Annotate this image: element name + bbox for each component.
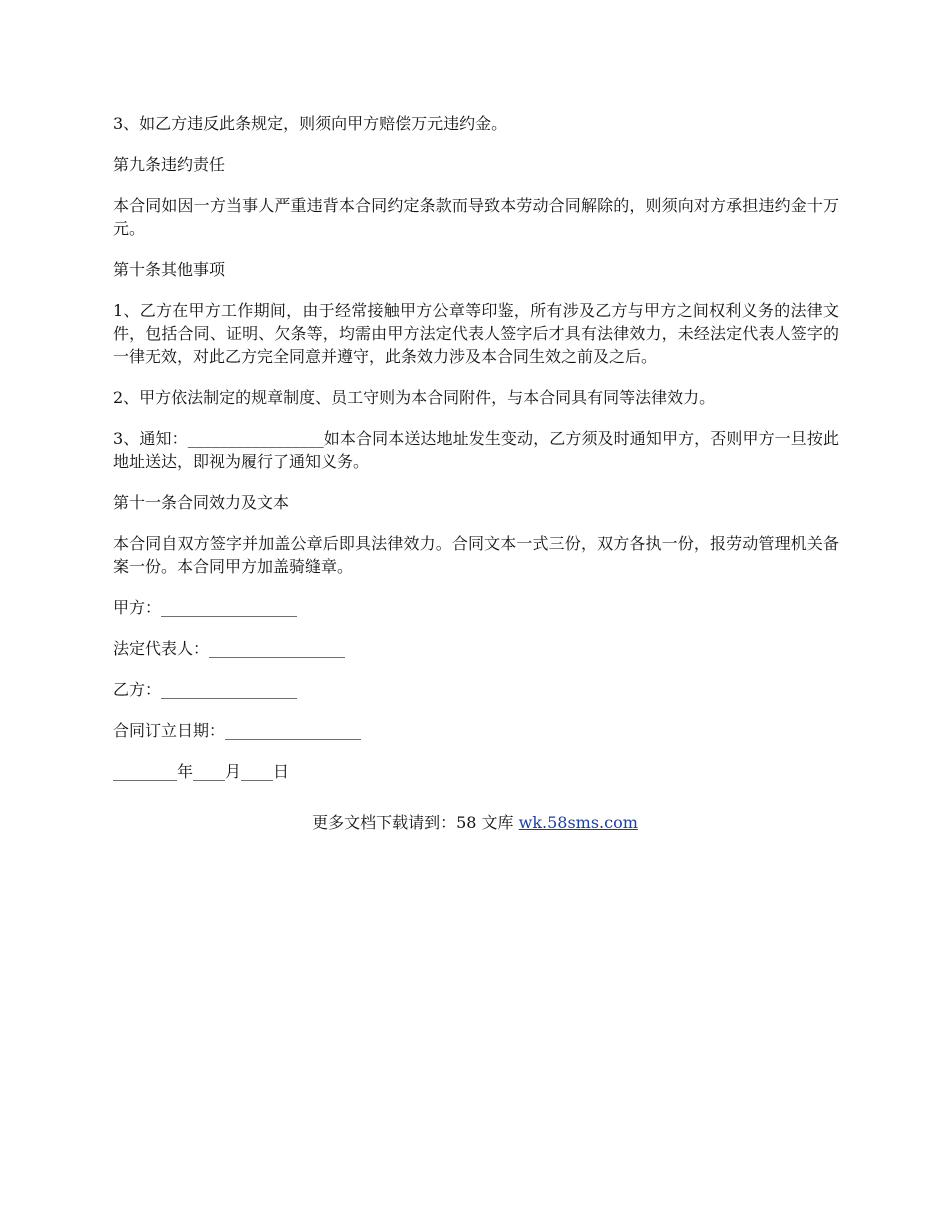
article-11-heading: 第十一条合同效力及文本 — [113, 493, 290, 512]
party-b-signature-line: 乙方：_________________ — [113, 680, 298, 699]
article-9-heading: 第九条违约责任 — [113, 155, 226, 174]
article-10-item-3: 3、通知：_________________如本合同本送达地址发生变动，乙方须及时通知甲方，否则甲方一旦按此地址送达，即视为履行了通知义务。 — [113, 429, 839, 471]
article-10-heading: 第十条其他事项 — [113, 260, 226, 279]
article-10-item-1: 1、乙方在甲方工作期间，由于经常接触甲方公章等印鉴，所有涉及乙方与甲方之间权利义务的法律文件，包括合同、证明、欠条等，均需由甲方法定代表人签字后才具有法律效力，未经法定代表人签字的一律无效，对此乙方完全同意并遵守，此条效力涉及本合同生效之前及之后。 — [113, 301, 839, 366]
date-fill-line: ________年____月____日 — [113, 762, 290, 781]
footer-download-note — [0, 811, 950, 834]
contract-date-line: 合同订立日期：_________________ — [113, 721, 362, 740]
party-a-signature-line: 甲方：_________________ — [113, 598, 298, 617]
clause-8-item-3: 3、如乙方违反此条规定，则须向甲方赔偿万元违约金。 — [113, 114, 508, 133]
footer-site-link[interactable]: wk.58sms.com — [518, 813, 638, 832]
footer-prefix-text: 更多文档下载请到：58 文库 — [312, 813, 519, 832]
article-10-item-2: 2、甲方依法制定的规章制度、员工守则为本合同附件，与本合同具有同等法律效力。 — [113, 388, 716, 407]
legal-representative-signature-line: 法定代表人：_________________ — [113, 639, 346, 658]
document-body — [113, 112, 839, 801]
article-9-text: 本合同如因一方当事人严重违背本合同约定条款而导致本劳动合同解除的，则须向对方承担违约金十万元。 — [113, 196, 839, 238]
article-11-text: 本合同自双方签字并加盖公章后即具法律效力。合同文本一式三份，双方各执一份，报劳动管理机关备案一份。本合同甲方加盖骑缝章。 — [113, 534, 839, 576]
